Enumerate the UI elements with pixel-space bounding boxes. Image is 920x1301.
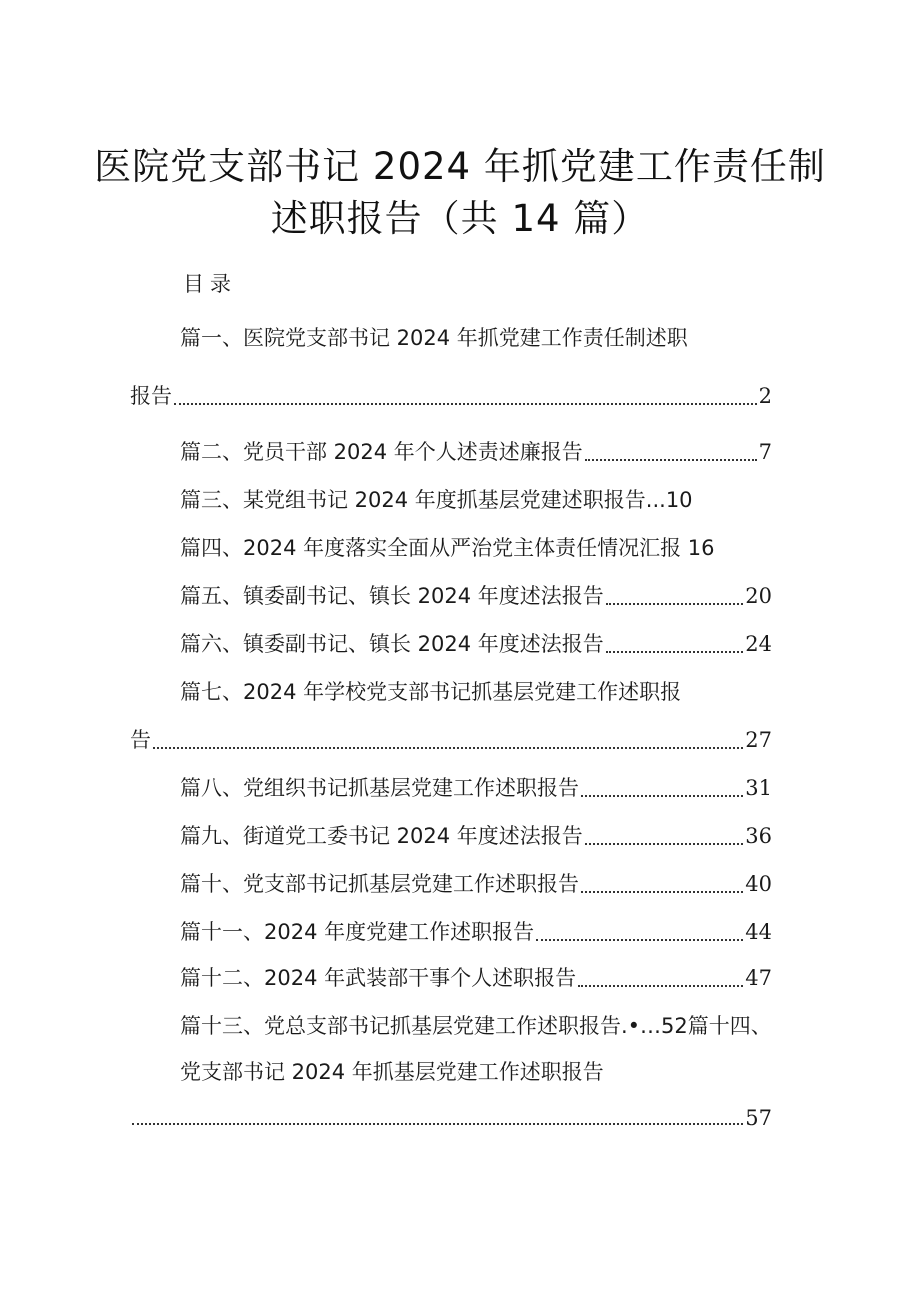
toc-entry-14-cont[interactable] [130, 1106, 772, 1130]
leader-dots [132, 1122, 743, 1125]
toc-entry-text: 篇十二、2024 年武装部干事个人述职报告 [180, 966, 577, 990]
leader-dots [536, 938, 743, 941]
toc-page-number: 20 [745, 584, 772, 608]
toc-entry-text: 篇八、党组织书记抓基层党建工作述职报告 [180, 776, 579, 800]
toc-page-number: 57 [745, 1106, 772, 1130]
toc-entry-4[interactable] [180, 532, 715, 562]
toc-entry-14[interactable] [180, 1056, 604, 1086]
toc-entry-text: 报告 [130, 384, 172, 408]
toc-entry-7[interactable] [180, 676, 681, 706]
toc-entry-1[interactable] [180, 322, 688, 352]
toc-entry-5[interactable] [180, 580, 772, 610]
leader-dots [578, 984, 743, 987]
toc-entry-text: 告 [130, 728, 151, 752]
toc-page-number: 27 [745, 728, 772, 752]
toc-entry-text: 篇十一、2024 年度党建工作述职报告 [180, 920, 535, 944]
toc-page-number: 40 [745, 872, 772, 896]
toc-page-number: 7 [758, 440, 772, 464]
toc-entry-11[interactable] [180, 916, 772, 946]
toc-entry-1-cont[interactable] [130, 380, 772, 410]
leader-dots [585, 842, 743, 845]
toc-entry-8[interactable] [180, 772, 772, 802]
toc-page-number: 44 [745, 920, 772, 944]
toc-page-number: 2 [758, 384, 772, 408]
toc-page-number: 47 [745, 966, 772, 990]
toc-page-number: 31 [745, 776, 772, 800]
toc-entry-2[interactable] [180, 436, 772, 466]
leader-dots [174, 402, 757, 405]
toc-entry-text: 篇十三、党总支部书记抓基层党建工作述职报告.•…52篇十四、 [180, 1014, 772, 1038]
leader-dots [581, 890, 743, 893]
toc-entry-text: 篇七、2024 年学校党支部书记抓基层党建工作述职报 [180, 680, 682, 704]
toc-entry-text: 党支部书记 2024 年抓基层党建工作述职报告 [180, 1060, 604, 1084]
toc-entry-13[interactable] [180, 1010, 772, 1040]
toc-entry-text: 篇五、镇委副书记、镇长 2024 年度述法报告 [180, 584, 604, 608]
toc-entry-10[interactable] [180, 868, 772, 898]
toc-entry-text: 篇一、医院党支部书记 2024 年抓党建工作责任制述职 [180, 326, 688, 350]
toc-entry-text: 篇九、街道党工委书记 2024 年度述法报告 [180, 824, 583, 848]
leader-dots [581, 794, 743, 797]
toc-page-number: 24 [745, 632, 772, 656]
leader-dots [153, 746, 743, 749]
toc-entry-text: 篇四、2024 年度落实全面从严治党主体责任情况汇报 16 [180, 536, 715, 560]
toc-label: 目录 [183, 272, 237, 296]
document-title-line-1: 医院党支部书记 2024 年抓党建工作责任制 [94, 145, 826, 188]
toc-entry-text: 篇三、某党组书记 2024 年度抓基层党建述职报告...10 [180, 488, 693, 512]
toc-entry-text: 篇二、党员干部 2024 年个人述责述廉报告 [180, 440, 583, 464]
toc-entry-text: 篇十、党支部书记抓基层党建工作述职报告 [180, 872, 579, 896]
leader-dots [606, 602, 743, 605]
leader-dots [585, 458, 757, 461]
toc-entry-9[interactable] [180, 820, 772, 850]
leader-dots [606, 650, 743, 653]
toc-page-number: 36 [745, 824, 772, 848]
document-title-line-2: 述职报告（共 14 篇） [270, 197, 650, 240]
toc-entry-12[interactable] [180, 962, 772, 992]
toc-entry-7-cont[interactable] [130, 724, 772, 754]
toc-entry-6[interactable] [180, 628, 772, 658]
toc-entry-text: 篇六、镇委副书记、镇长 2024 年度述法报告 [180, 632, 604, 656]
toc-entry-3[interactable] [180, 484, 693, 514]
